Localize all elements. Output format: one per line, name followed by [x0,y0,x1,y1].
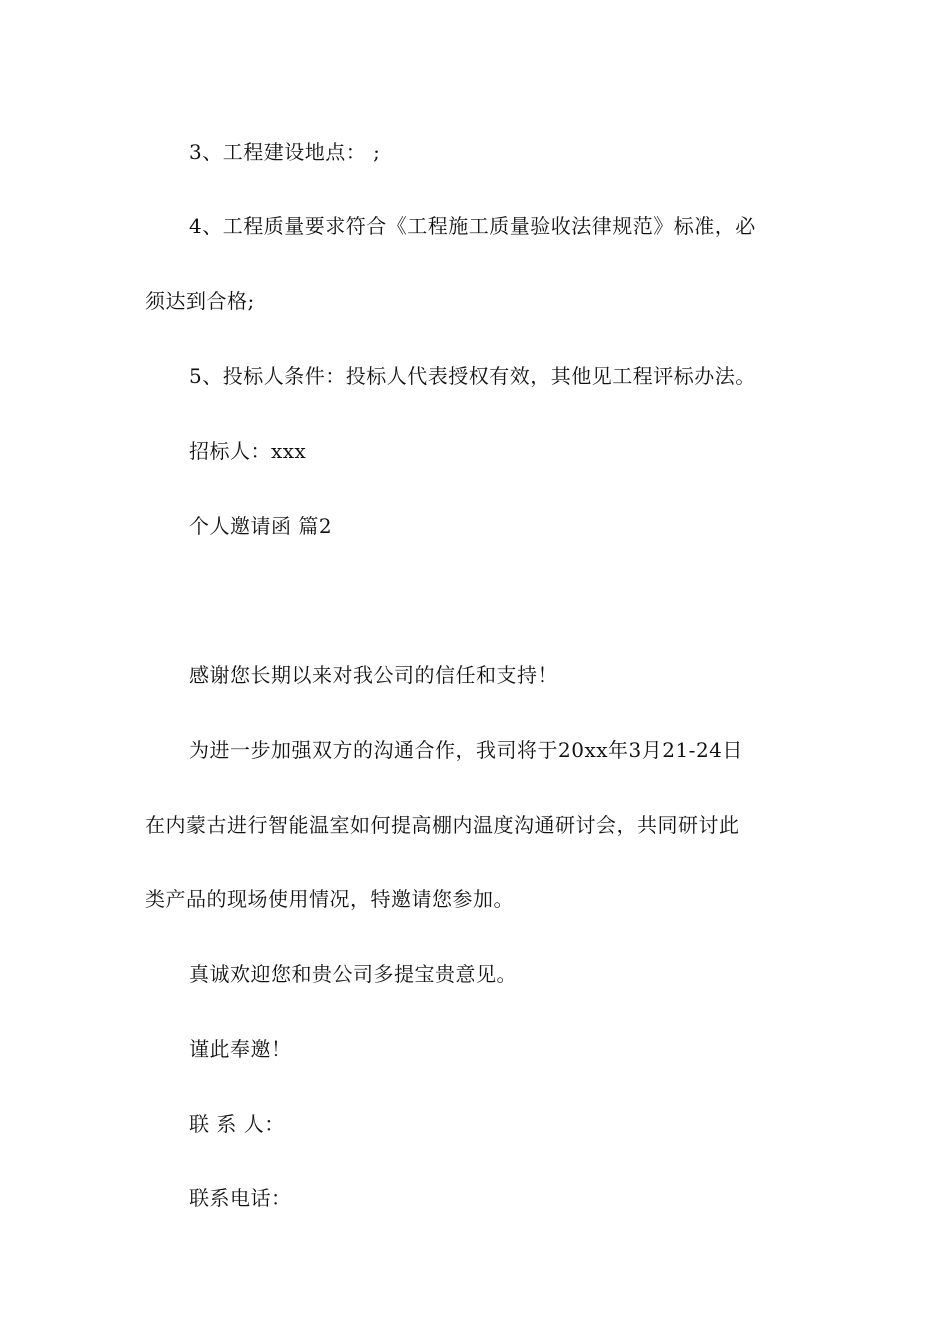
invitation-paragraph-line-1: 为进一步加强双方的沟通合作，我司将于20xx年3月21-24日 [189,738,743,762]
contact-person-label: 联 系 人： [189,1112,285,1136]
contact-phone-label: 联系电话： [189,1186,292,1210]
closing-phrase: 谨此奉邀！ [189,1037,292,1061]
item-4-quality-line-1: 4、工程质量要求符合《工程施工质量验收法律规范》标准，必 [189,214,756,238]
thanks-paragraph: 感谢您长期以来对我公司的信任和支持！ [189,663,558,687]
item-3-location: 3、工程建设地点： ; [189,140,381,164]
section-heading: 个人邀请函 篇2 [189,514,333,538]
invitation-paragraph-line-3: 类产品的现场使用情况，特邀请您参加。 [145,887,514,911]
item-5-bidder-conditions: 5、投标人条件：投标人代表授权有效，其他见工程评标办法。 [189,364,756,388]
invitation-paragraph-line-2: 在内蒙古进行智能温室如何提高棚内温度沟通研讨会，共同研讨此 [145,813,740,837]
item-4-quality-line-2: 须达到合格; [145,289,255,313]
tenderer: 招标人：xxx [189,439,307,463]
welcome-paragraph: 真诚欢迎您和贵公司多提宝贵意见。 [189,962,517,986]
